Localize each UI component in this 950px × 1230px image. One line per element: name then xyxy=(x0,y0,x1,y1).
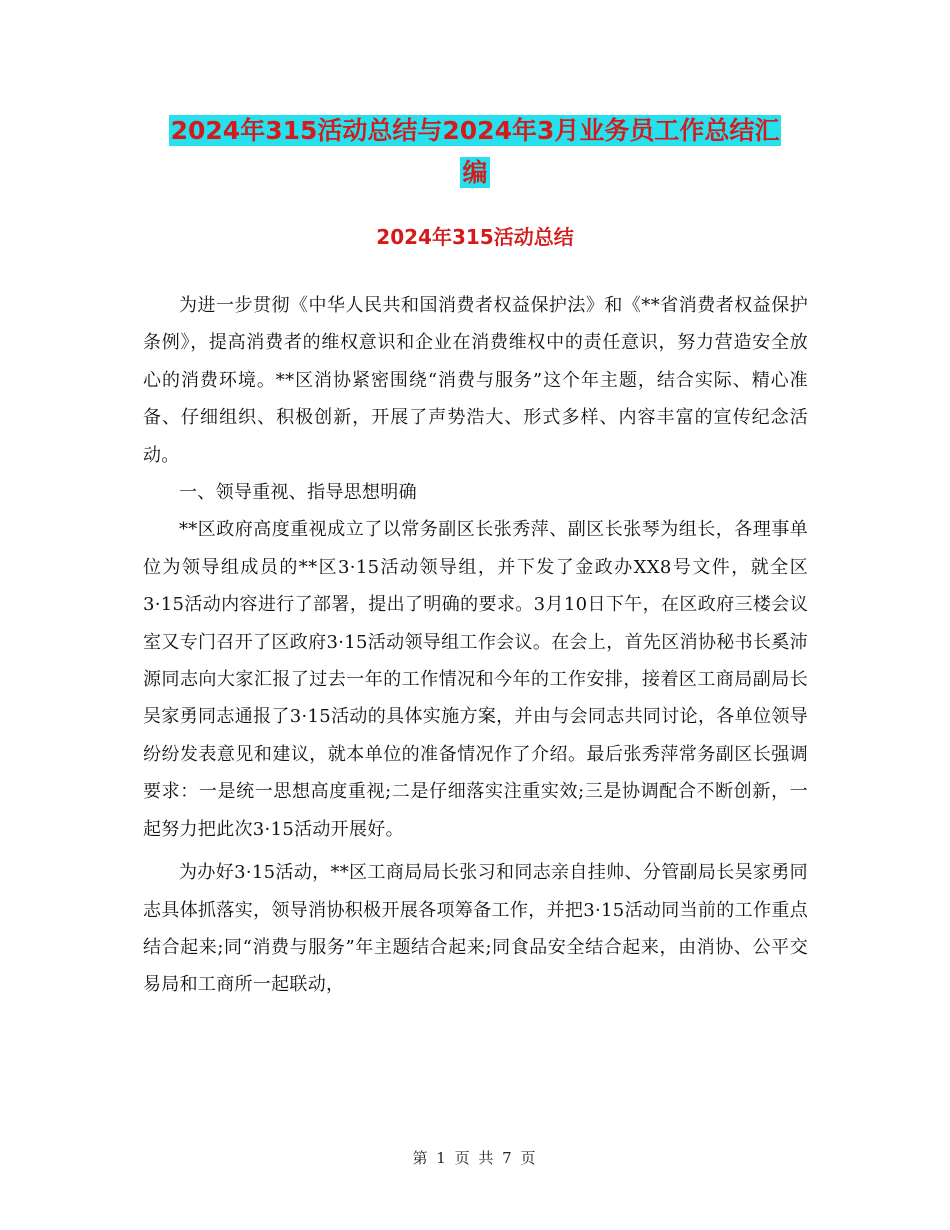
paragraph-preparation: 为办好3·15活动，**区工商局局长张习和同志亲自挂帅、分管副局长吴家勇同志具体抓落实，领导消协积极开展各项筹备工作，并把3·15活动同当前的工作重点结合起来;同“消费与服务”年主题结合起来;同食品安全结合起来，由消协、公平交易局和工商所一起联动， xyxy=(143,862,808,996)
document-body xyxy=(143,287,808,1004)
section-title: 2024年315活动总结 xyxy=(376,225,574,249)
document-title-line1: 2024年315活动总结与2024年3月业务员工作总结汇 xyxy=(170,116,780,145)
paragraph-heading-1: 一、领导重视、指导思想明确 xyxy=(179,482,417,504)
document-title-line2: 编 xyxy=(462,158,488,187)
document-title xyxy=(130,110,820,194)
paragraph-leadership: **区政府高度重视成立了以常务副区长张秀萍、副区长张琴为组长，各理事单位为领导组成员的**区3·15活动领导组，并下发了金政办XX8号文件，就全区3·15活动内容进行了部署，提出了明确的要求。3月10日下午，在区政府三楼会议室又专门召开了区政府3·15活动领导组工作会议。在会上，首先区消协秘书长奚沛源同志向大家汇报了过去一年的工作情况和今年的工作安排，接着区工商局副局长吴家勇同志通报了3·15活动的具体实施方案，并由与会同志共同讨论，各单位领导纷纷发表意见和建议，就本单位的准备情况作了介绍。最后张秀萍常务副区长强调要求：一是统一思想高度重视;二是仔细落实注重实效;三是协调配合不断创新，一起努力把此次3·15活动开展好。 xyxy=(143,519,808,840)
page-footer: 第 1 页 共 7 页 xyxy=(412,1149,538,1167)
paragraph-intro: 为进一步贯彻《中华人民共和国消费者权益保护法》和《**省消费者权益保护条例》，提高消费者的维权意识和企业在消费维权中的责任意识，努力营造安全放心的消费环境。**区消协紧密围绕“消费与服务”这个年主题，结合实际、精心准备、仔细组织、积极创新，开展了声势浩大、形式多样、内容丰富的宣传纪念活动。 xyxy=(143,295,808,466)
